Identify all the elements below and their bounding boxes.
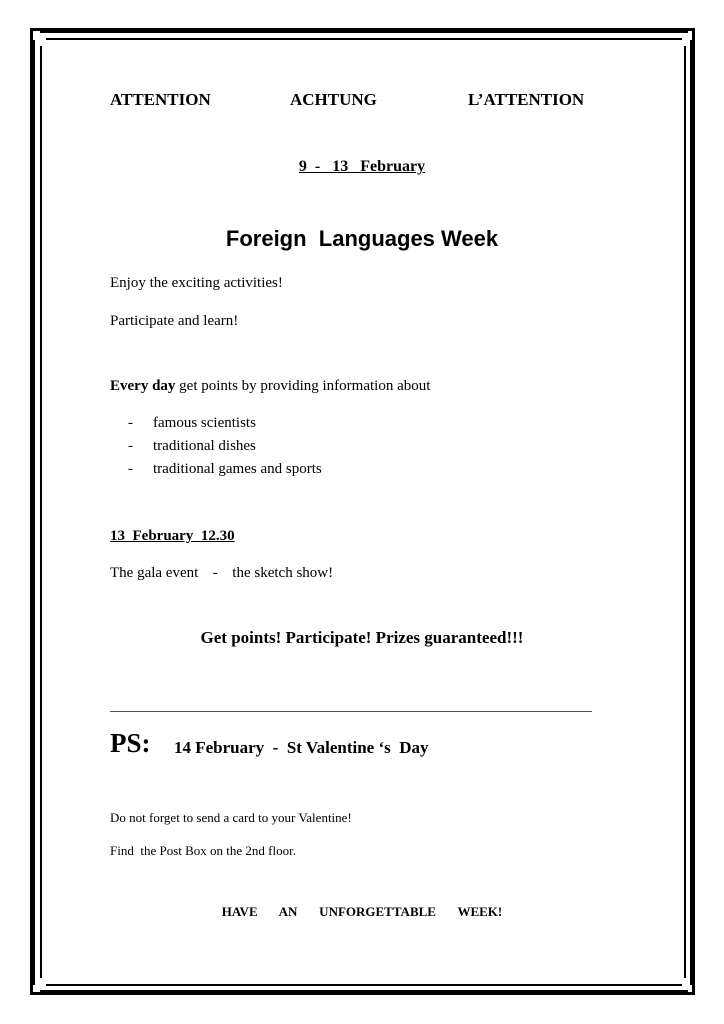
every-day-rest: get points by providing information about: [175, 378, 431, 394]
card-reminder: Do not forget to send a card to your Valentine!: [110, 810, 352, 825]
gala-date: 13 February 12.30: [110, 528, 235, 544]
list-item: [128, 412, 322, 435]
slogan: Get points! Participate! Prizes guaranteed!!!: [200, 628, 524, 647]
intro-line-1: Enjoy the exciting activities!: [110, 275, 283, 291]
postbox-reminder: Find the Post Box on the 2nd floor.: [110, 843, 296, 858]
border-left: [30, 40, 35, 985]
border-right: [690, 40, 695, 985]
every-day-paragraph: [110, 378, 430, 395]
list-dash: -: [128, 415, 133, 431]
list-item: [128, 458, 322, 481]
every-day-bold: Every day: [110, 378, 176, 394]
border-bottom: [40, 990, 688, 995]
gala-event-text: The gala event: [110, 565, 199, 581]
gala-separator: -: [212, 565, 218, 581]
ps-label: PS:: [110, 728, 151, 758]
topic-text: traditional dishes: [153, 438, 256, 454]
divider: [110, 711, 592, 712]
event-dates-text: 9 - 13 February: [298, 158, 426, 175]
inner-border-left: [40, 46, 42, 978]
topic-text: traditional games and sports: [153, 461, 322, 477]
topics-list: [128, 412, 322, 481]
corner-top-left: [30, 28, 42, 40]
attention-german: ACHTUNG: [290, 90, 377, 109]
list-dash: -: [128, 438, 133, 454]
corner-bottom-right: [683, 983, 695, 995]
ps-text: 14 February - St Valentine ‘s Day: [174, 738, 429, 757]
corner-bottom-left: [30, 983, 42, 995]
list-dash: -: [128, 461, 133, 477]
page-title: Foreign Languages Week: [225, 226, 499, 251]
attention-french: L’ATTENTION: [468, 90, 585, 109]
corner-top-right: [683, 28, 695, 40]
closing-message: HAVE AN UNFORGETTABLE WEEK!: [221, 904, 503, 919]
event-dates: [0, 158, 724, 176]
border-top: [40, 28, 688, 33]
gala-line: [110, 565, 333, 582]
list-item: [128, 435, 322, 458]
inner-border-bottom: [46, 984, 682, 986]
intro-line-2: Participate and learn!: [110, 313, 239, 329]
gala-show-text: the sketch show!: [232, 565, 334, 581]
inner-border-right: [684, 46, 686, 978]
inner-border-top: [46, 38, 682, 40]
topic-text: famous scientists: [153, 415, 256, 431]
attention-english: ATTENTION: [110, 90, 211, 109]
